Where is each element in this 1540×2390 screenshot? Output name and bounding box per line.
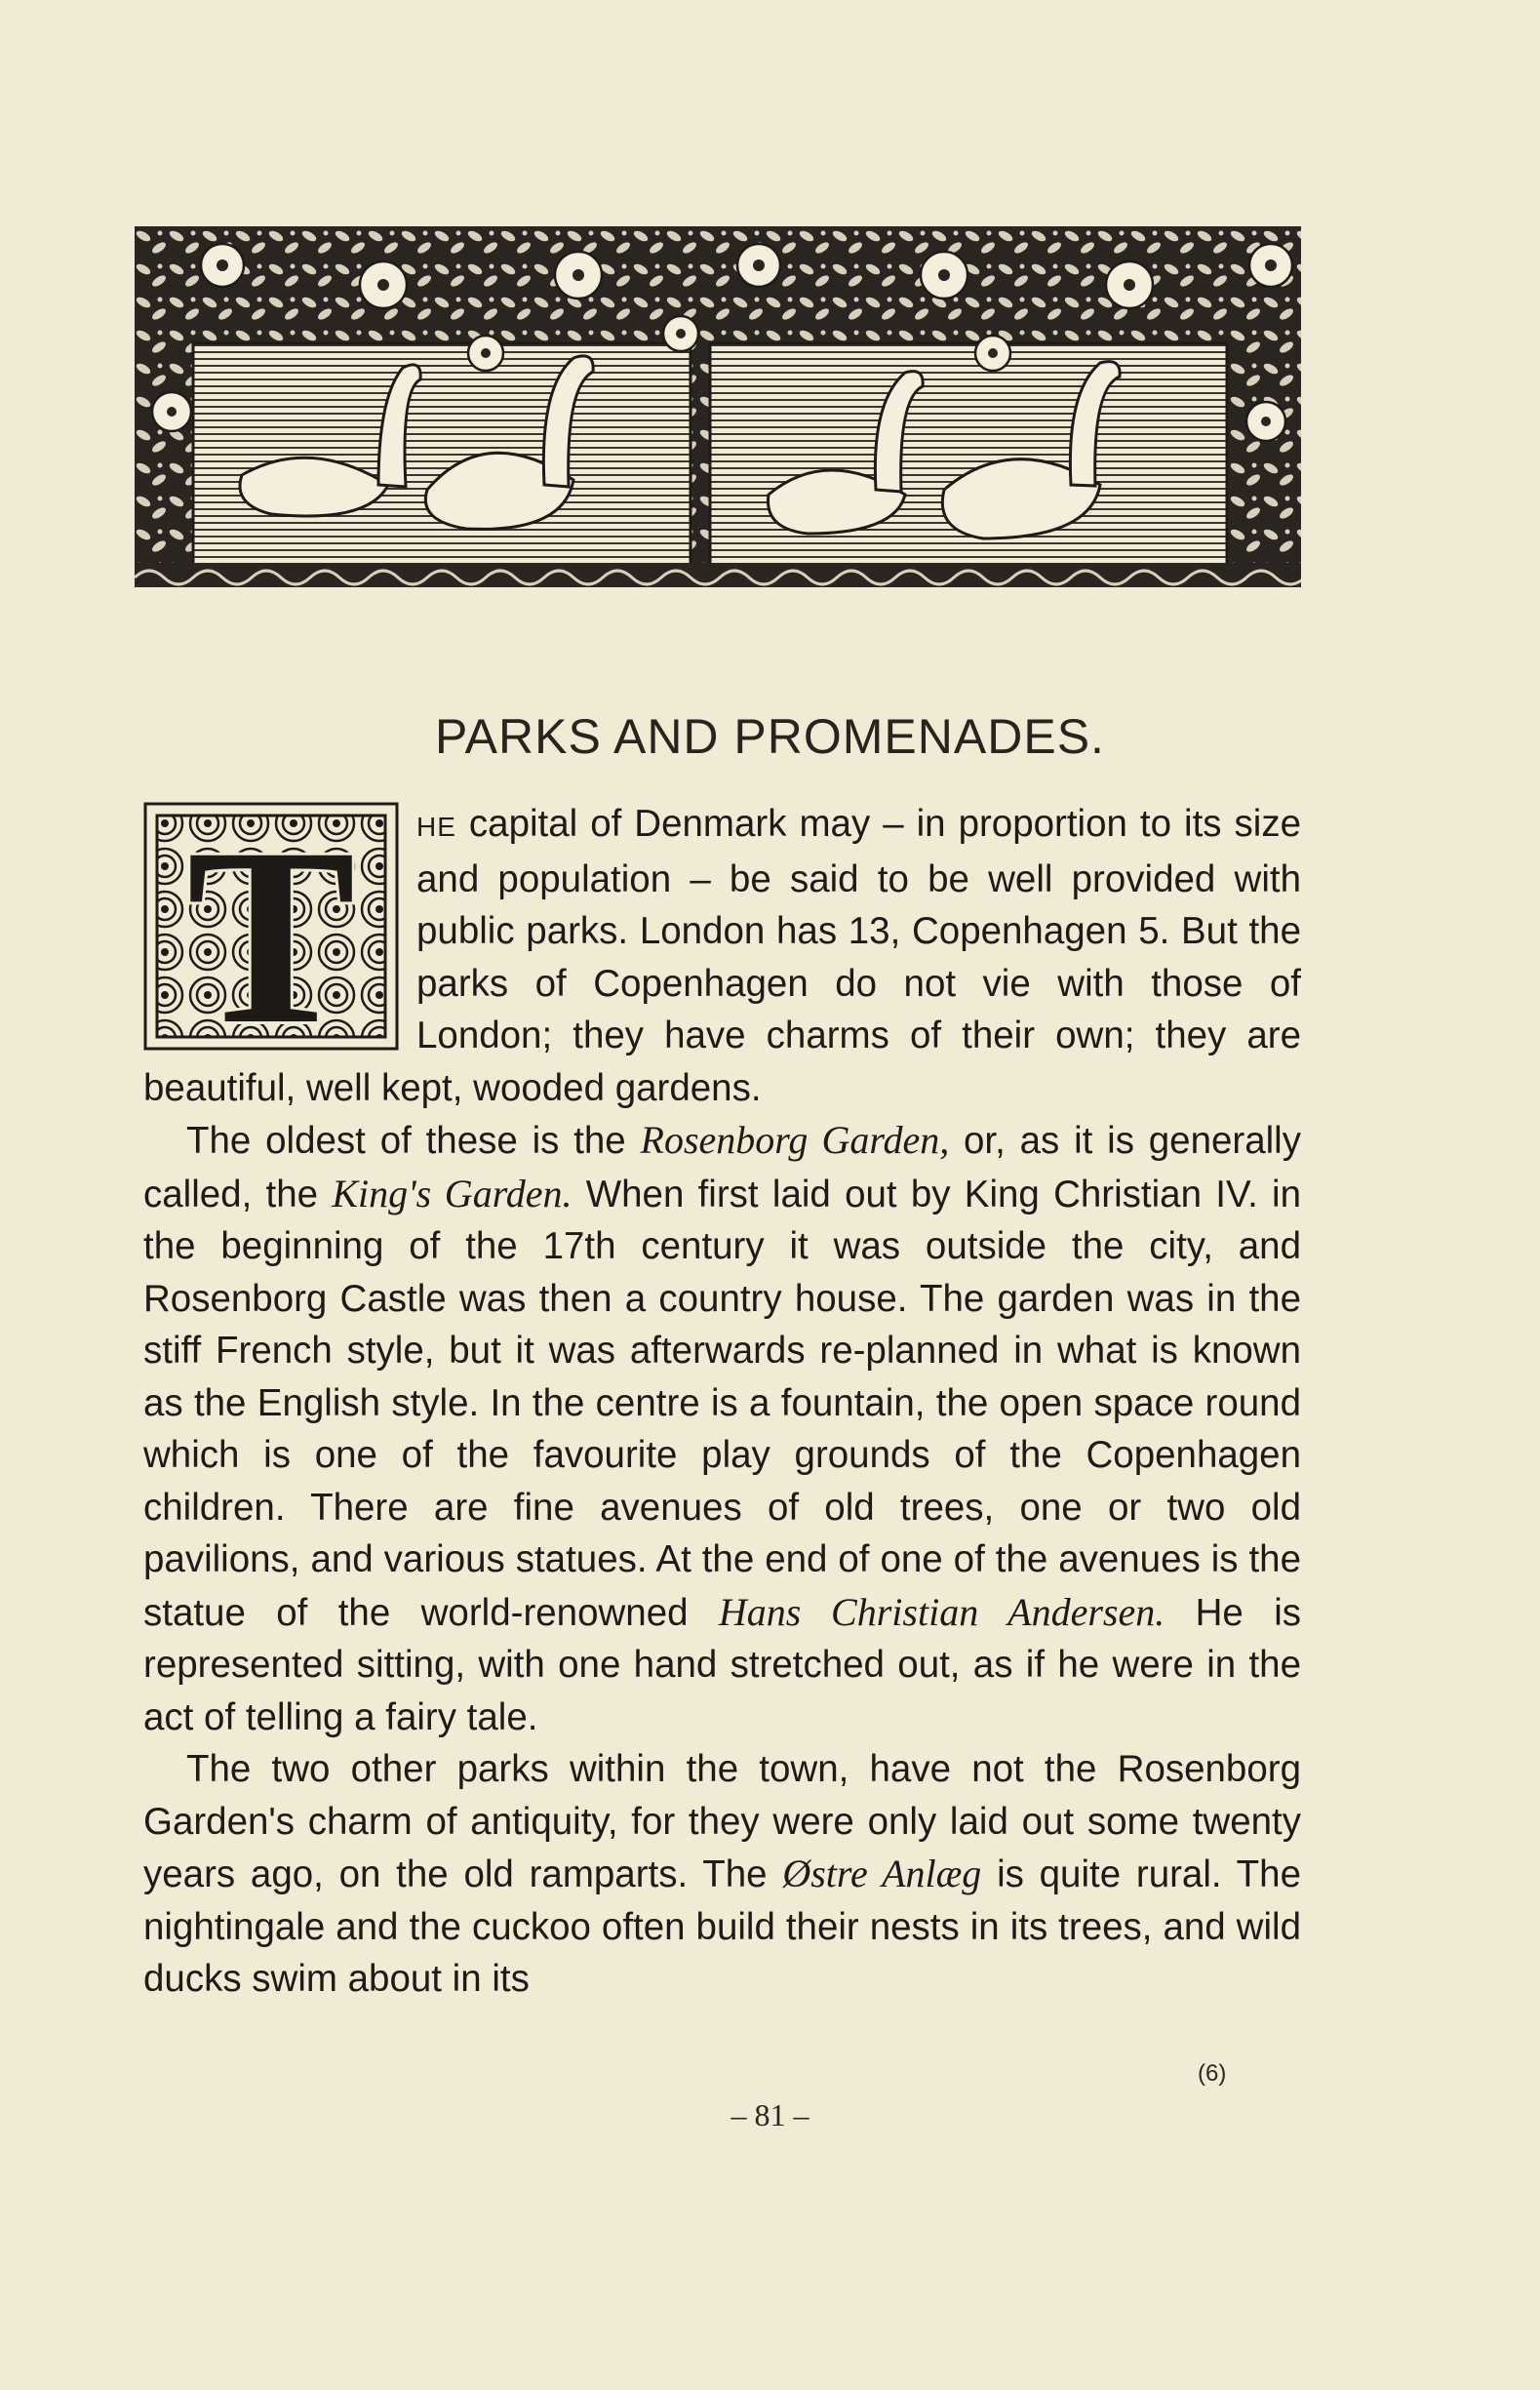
- text-run: or, as it is generally called, the: [143, 1120, 1301, 1215]
- small-caps-opening: HE: [416, 812, 456, 842]
- drop-cap-letter: T: [186, 802, 356, 1051]
- text-run: When first laid out by King Christian IV. in the beginning of the 17th century it was outside the city, and Rosenborg Castle was then a country house. The garden was in the stiff French style, but it was afterwards re-planned in what is known as the English style. In the centre is a fountain, the open space round which is one of the favourite play grounds of the Copenhagen children. There are fine avenues of old trees, one or two old pavilions, and various statues. At the end of one of the avenues is the statue of the world-renowned: [143, 1173, 1302, 1634]
- drop-cap-initial: [143, 802, 399, 1051]
- text-run: is quite rural. The nightingale and the cuckoo often build their nests in its trees, and wild ducks swim about in its: [143, 1853, 1301, 2000]
- italic-place-name: Østre Anlæg: [782, 1852, 982, 1895]
- italic-person-name: Hans Christian Andersen.: [718, 1589, 1165, 1634]
- signature-mark: (6): [1198, 2060, 1227, 2087]
- text-run: He is represented sitting, with one hand stretched out, as if he were in the act of telling a fairy tale.: [143, 1591, 1301, 1738]
- body-text: [143, 798, 1301, 2006]
- text-run: The oldest of these is the: [186, 1120, 641, 1162]
- swan-headpiece-illustration: [135, 226, 1301, 587]
- paragraph-1: capital of Denmark may – in proportion to its size and population – be said to be well provided with public parks. London has 13, Copenhagen 5. But the parks of Copenhagen do not vie with those of London; they have charms of their own; they are beautiful, well kept, wooded gardens.: [143, 803, 1301, 1109]
- page-number: – 81 –: [731, 2097, 809, 2132]
- page-title: PARKS AND PROMENADES.: [435, 709, 1105, 764]
- text-run: The two other parks within the town, have not the Rosenborg Garden's charm of antiquity, for they were only laid out some twenty years ago, on the old ramparts. The: [143, 1748, 1301, 1895]
- italic-place-name: Rosenborg Garden,: [640, 1118, 950, 1162]
- italic-place-name: King's Garden.: [332, 1171, 573, 1215]
